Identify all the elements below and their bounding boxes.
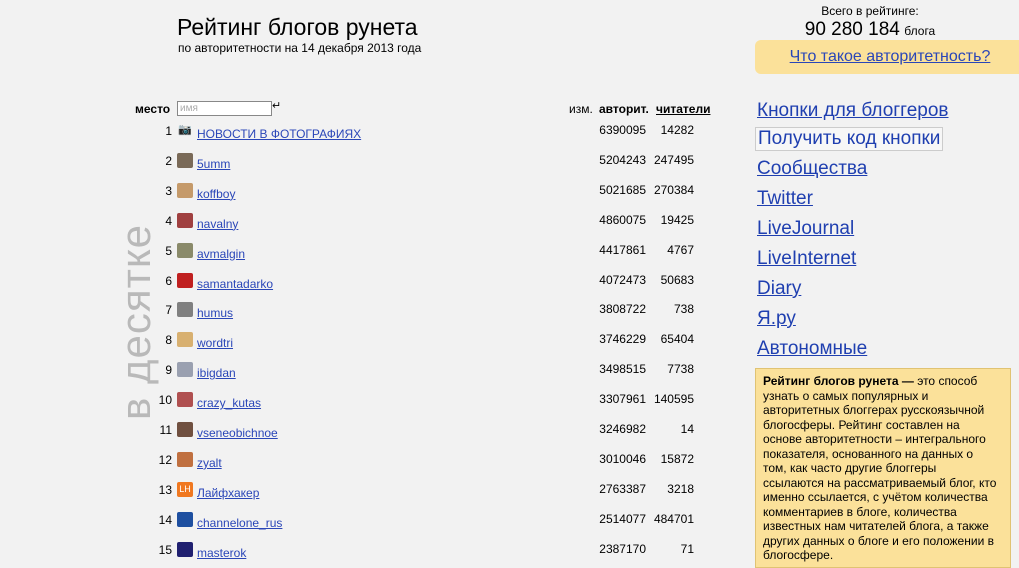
table-row (140, 121, 720, 145)
readers-value: 270384 (653, 182, 694, 197)
column-header-place: место (135, 102, 171, 116)
table-row (140, 181, 720, 205)
table-row (140, 450, 720, 474)
ya-ru-link[interactable]: Я.ру (757, 308, 796, 329)
blog-link[interactable]: avmalgin (197, 246, 246, 261)
blogger-buttons-link[interactable]: Кнопки для блоггеров (757, 100, 949, 121)
rank-number: 6 (165, 273, 172, 288)
about-rating-box (755, 368, 1011, 568)
avatar (177, 452, 193, 467)
readers-value: 140595 (653, 392, 694, 407)
blog-link[interactable]: ibigdan (197, 366, 236, 381)
authority-value: 4072473 (599, 272, 646, 287)
blog-link[interactable]: НОВОСТИ В ФОТОГРАФИЯХ (197, 127, 362, 141)
column-header-readers[interactable]: читатели (656, 102, 711, 116)
avatar (177, 153, 193, 168)
avatar (177, 422, 193, 437)
rank-number: 8 (165, 333, 172, 348)
authority-value: 4860075 (599, 212, 646, 227)
rank-number: 10 (158, 393, 172, 408)
table-row (140, 211, 720, 235)
avatar (177, 273, 193, 288)
top-ten-label: в десятке (112, 223, 159, 420)
blog-link[interactable]: zyalt (197, 455, 222, 470)
table-row (140, 420, 720, 444)
avatar (177, 392, 193, 407)
avatar (177, 213, 193, 228)
table-row (140, 330, 720, 354)
authority-value: 3808722 (599, 302, 646, 317)
readers-value: 4767 (667, 242, 694, 257)
authority-value: 3746229 (599, 332, 646, 347)
avatar (177, 302, 193, 317)
rank-number: 4 (165, 213, 172, 228)
table-row (140, 300, 720, 324)
table-row (140, 510, 720, 534)
name-search-input[interactable] (177, 101, 272, 116)
rank-number: 15 (158, 542, 172, 557)
column-header-change: изм. (569, 102, 593, 116)
authority-value: 4417861 (599, 242, 646, 257)
get-button-code-link[interactable]: Получить код кнопки (755, 127, 943, 151)
column-header-authority[interactable]: авторит. (599, 102, 649, 116)
readers-value: 19425 (660, 212, 694, 227)
blog-link[interactable]: koffboy (197, 186, 236, 201)
authority-value: 3010046 (599, 451, 646, 466)
rank-number: 14 (158, 512, 172, 527)
table-row (140, 480, 720, 504)
blog-link[interactable]: vseneobichnoe (197, 426, 278, 440)
authority-value: 2514077 (599, 511, 646, 526)
livejournal-link[interactable]: LiveJournal (757, 218, 855, 239)
blog-link[interactable]: 5umm (197, 156, 231, 171)
authority-value: 5204243 (599, 152, 646, 167)
blog-link[interactable]: humus (197, 306, 234, 321)
avatar (177, 542, 193, 557)
avatar (177, 362, 193, 377)
readers-value: 14 (680, 422, 694, 436)
diary-link[interactable]: Diary (757, 278, 802, 299)
readers-value: 65404 (660, 332, 694, 347)
avatar (177, 183, 193, 198)
blog-link[interactable]: samantadarko (197, 276, 274, 291)
rank-number: 1 (165, 124, 172, 138)
readers-value: 247495 (653, 152, 694, 167)
authority-value: 2387170 (599, 541, 646, 556)
about-title: Рейтинг блогов рунета — (763, 374, 914, 388)
avatar (177, 332, 193, 347)
rank-number: 7 (165, 303, 172, 318)
page-subtitle: по авторитетности на 14 декабря 2013 года (178, 41, 422, 55)
total-count (760, 4, 980, 41)
rank-number: 11 (159, 423, 172, 437)
blog-link[interactable]: Лайфхакер (197, 485, 260, 500)
about-text: это способ узнать о самых популярных и авторитетных блоггерах русскоязычной блогосферы. Рейтинг составлен на основе авторитетности – интегрального показателя, основанного на данных о том, как часто другие блоггеры ссылаются на рассматриваемый блог, кто именно ссылается, с учётом количества комментариев в блоге, количества известных нам читателей блога, а также других данных о блоге и его положении в блогосфере. (763, 374, 997, 562)
authority-value: 3246982 (599, 422, 646, 436)
authority-value: 3307961 (599, 392, 646, 407)
liveinternet-link[interactable]: LiveInternet (757, 248, 857, 269)
readers-value: 3218 (667, 481, 694, 496)
twitter-link[interactable]: Twitter (757, 188, 813, 209)
rank-number: 2 (165, 153, 172, 168)
readers-value: 71 (680, 541, 694, 556)
blog-link[interactable]: crazy_kutas (197, 396, 262, 411)
blog-link[interactable]: wordtri (197, 336, 234, 351)
standalone-link[interactable]: Автономные (757, 338, 868, 359)
what-is-authority-link[interactable]: Что такое авторитетность? (789, 48, 991, 65)
authority-value: 2763387 (599, 481, 646, 496)
rank-number: 13 (158, 482, 172, 497)
enter-icon[interactable]: ↵ (272, 100, 282, 112)
readers-value: 484701 (653, 511, 694, 526)
authority-value: 5021685 (599, 182, 646, 197)
blog-link[interactable]: masterok (197, 545, 247, 560)
authority-value: 3498515 (599, 362, 646, 377)
table-row (140, 390, 720, 414)
readers-value: 14282 (660, 123, 694, 137)
rank-number: 3 (165, 183, 172, 198)
total-number: 90 280 184 (804, 19, 900, 40)
total-unit: блога (904, 24, 936, 38)
authority-info-box (755, 40, 1019, 74)
blog-link[interactable]: navalny (197, 216, 239, 231)
page-title: Рейтинг блогов рунета (177, 14, 418, 40)
authority-value: 6390095 (599, 123, 646, 137)
rank-number: 9 (165, 363, 172, 378)
readers-value: 15872 (660, 451, 694, 466)
rank-number: 12 (158, 452, 172, 467)
rank-number: 5 (165, 243, 172, 258)
communities-link[interactable]: Сообщества (757, 158, 868, 179)
avatar (177, 512, 193, 527)
camera-icon: 📷 (178, 124, 192, 136)
total-label: Всего в рейтинге: (821, 4, 919, 18)
readers-value: 738 (673, 302, 694, 317)
avatar: LH (177, 482, 193, 497)
table-row (140, 241, 720, 265)
table-row (140, 151, 720, 175)
readers-value: 7738 (667, 362, 694, 377)
table-row (140, 360, 720, 384)
blog-link[interactable]: channelone_rus (197, 515, 283, 530)
avatar (177, 243, 193, 258)
table-row (140, 271, 720, 295)
readers-value: 50683 (660, 272, 694, 287)
